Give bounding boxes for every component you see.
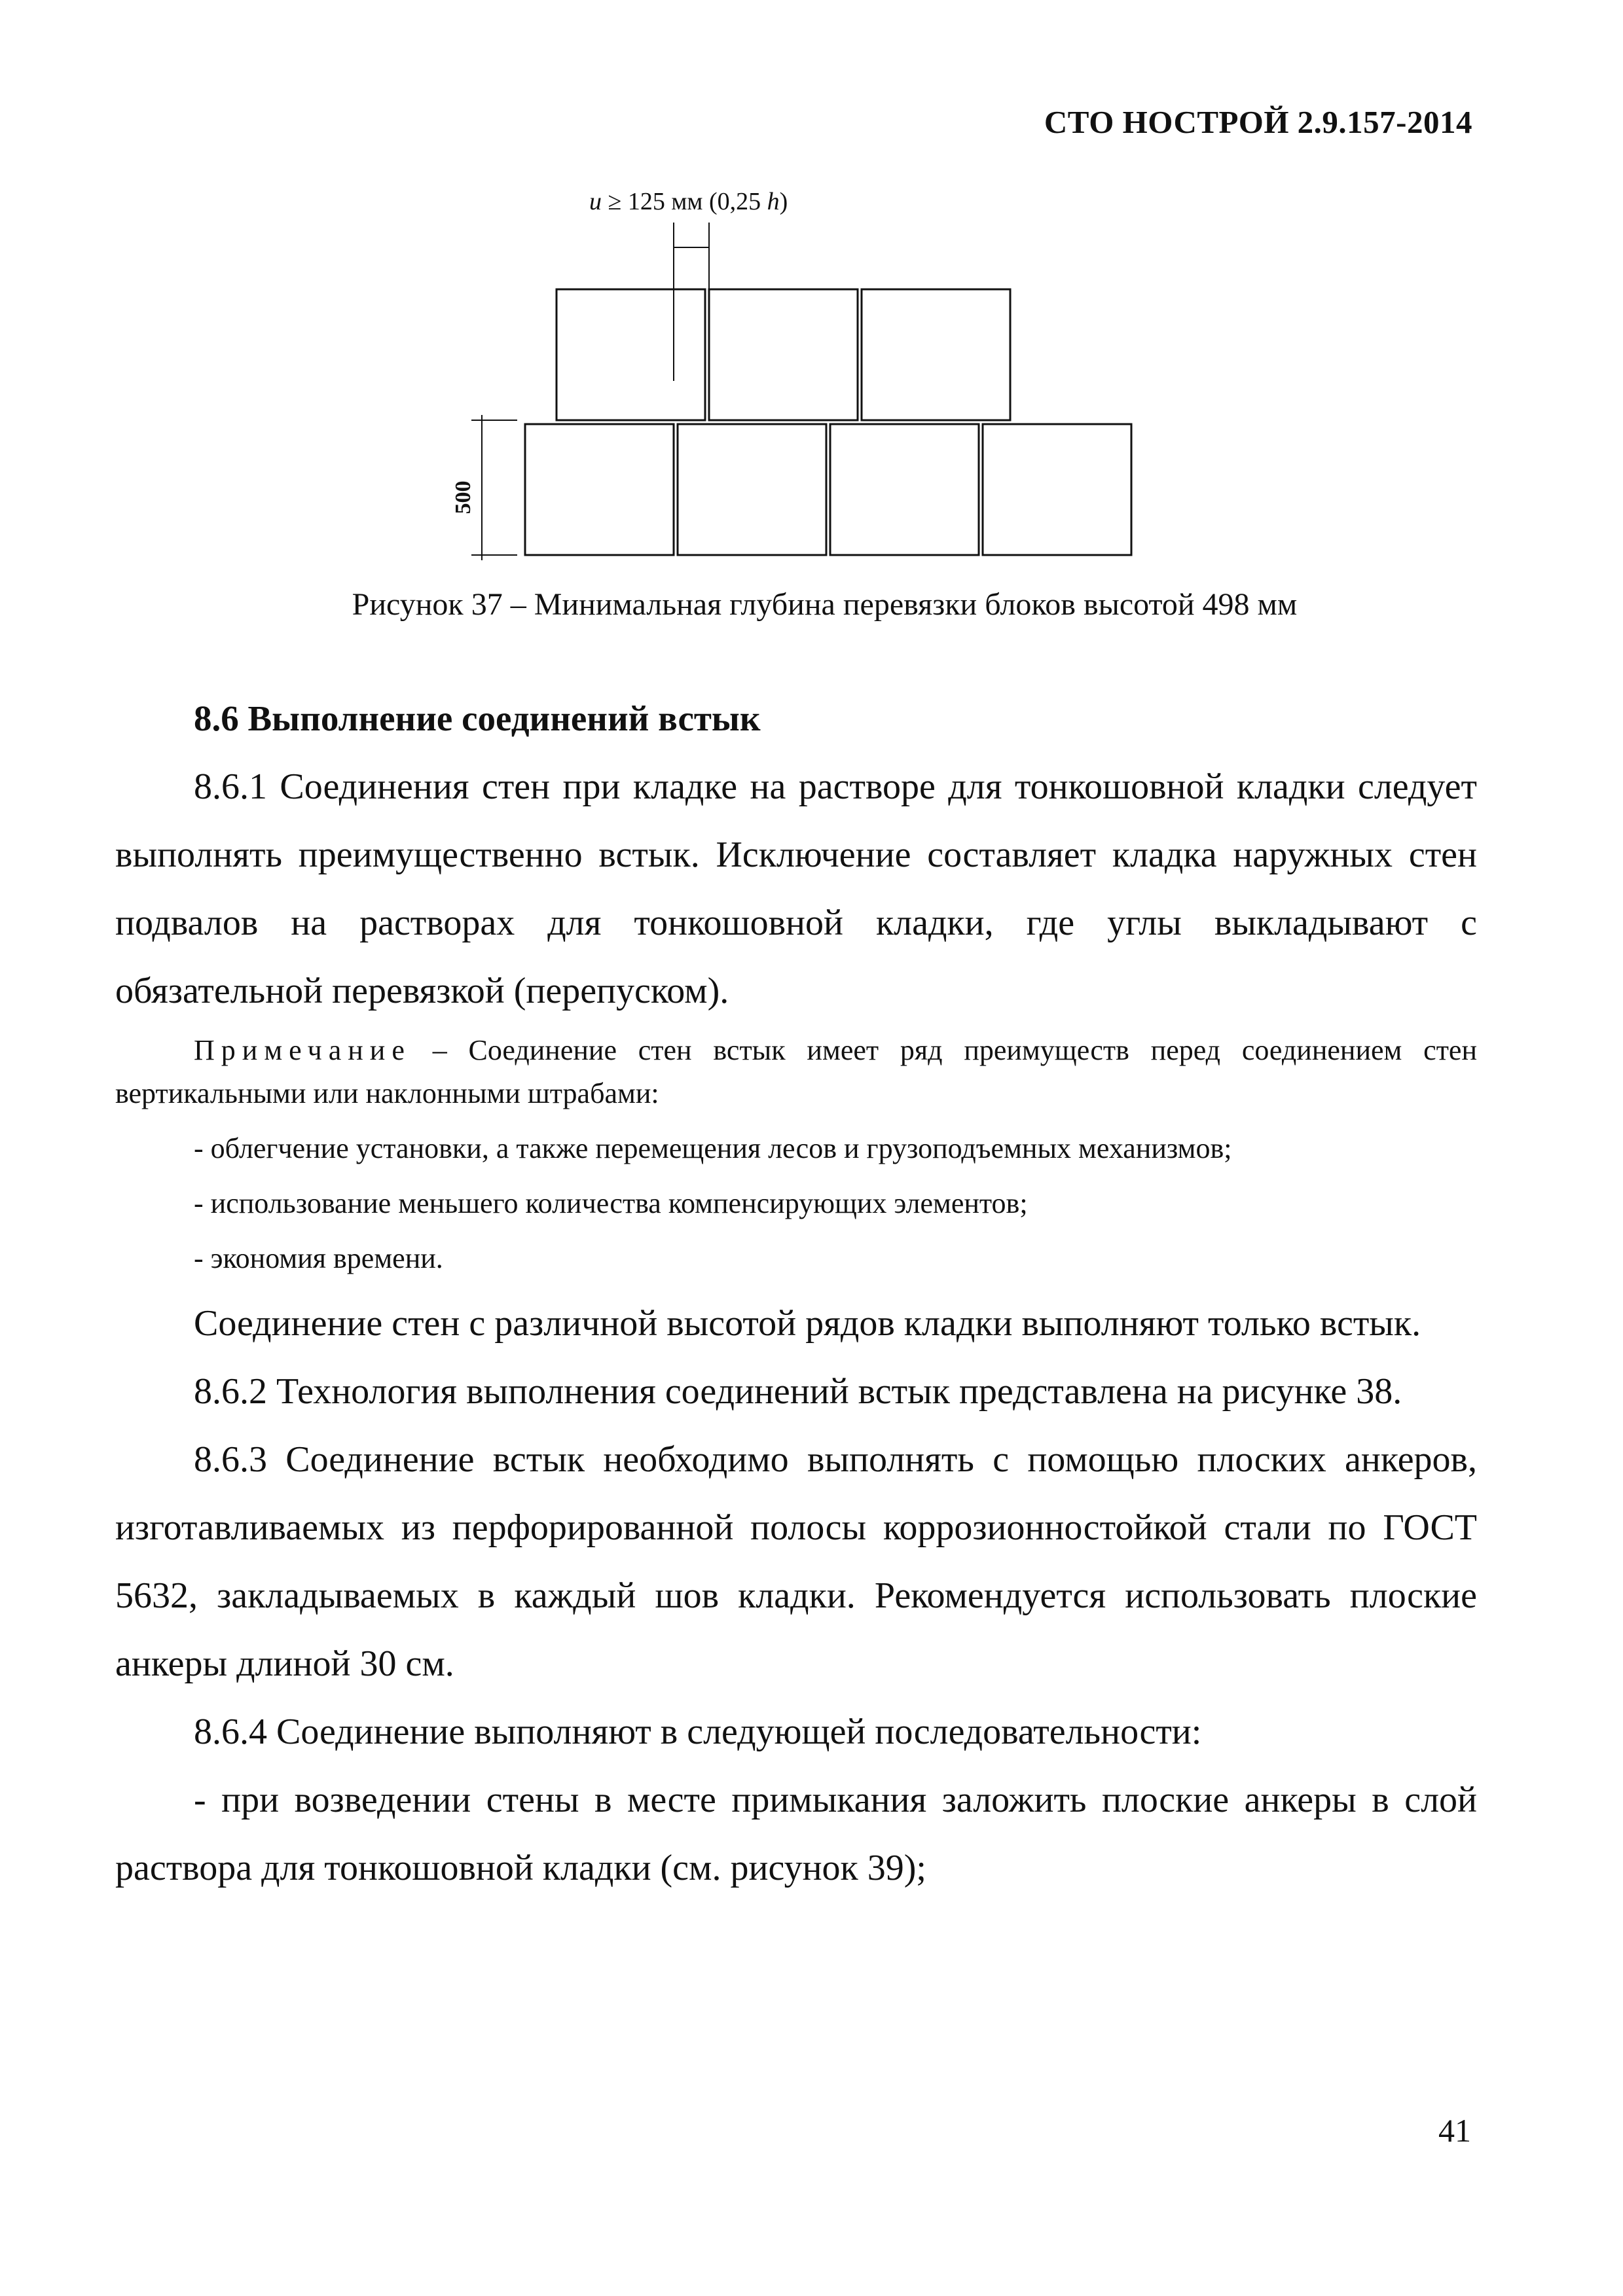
upper-block-3 xyxy=(862,289,1010,420)
lower-block-3 xyxy=(830,424,979,555)
figure-block-bond-diagram xyxy=(432,177,1185,569)
note-paragraph xyxy=(115,1029,1477,1115)
lower-block-4 xyxy=(983,424,1131,555)
note-label: Примечание xyxy=(194,1034,411,1066)
note-list-item: - экономия времени. xyxy=(194,1242,443,1274)
note-list-item: - облегчение установки, а также перемещения лесов и грузоподъемных механизмов; xyxy=(194,1132,1232,1164)
overlap-dimension-label: u ≥ 125 мм (0,25 h) xyxy=(589,188,788,215)
note-block xyxy=(115,1029,1477,1280)
block-height-label: 500 xyxy=(451,480,475,514)
page-number: 41 xyxy=(1438,2112,1471,2149)
note-text: – Соединение стен встык имеет ряд преимуществ перед соединением стен вертикальными или наклонными штрабами: xyxy=(115,1034,1477,1109)
document-code-header: СТО НОСТРОЙ 2.9.157-2014 xyxy=(1044,104,1472,140)
figure-caption xyxy=(0,586,1623,622)
paragraph-8-6-1: 8.6.1 Соединения стен при кладке на растворе для тонкошовной кладки следует выполнять преимущественно встык. Исключение составляет кладка наружных стен подвалов на растворах для тонкошовной кладки, где углы выкладывают с обязательной перевязкой (перепуском). xyxy=(115,766,1477,1011)
paragraph-row-heights: Соединение стен с различной высотой рядов кладки выполняют только встык. xyxy=(194,1303,1421,1344)
figure-caption-text: Рисунок 37 – Минимальная глубина перевязки блоков высотой 498 мм xyxy=(352,587,1298,622)
lower-block-2 xyxy=(678,424,826,555)
paragraph-step-1: - при возведении стены в месте примыкания заложить плоские анкеры в слой раствора для тонкошовной кладки (см. рисунок 39); xyxy=(115,1780,1477,1888)
lower-block-1 xyxy=(525,424,674,555)
section-content xyxy=(115,687,1477,1902)
paragraph-8-6-2: 8.6.2 Технология выполнения соединений встык представлена на рисунке 38. xyxy=(194,1371,1402,1412)
note-list-item: - использование меньшего количества компенсирующих элементов; xyxy=(194,1187,1028,1219)
paragraph-8-6-4: 8.6.4 Соединение выполняют в следующей последовательности: xyxy=(194,1712,1202,1752)
upper-block-2 xyxy=(709,289,858,420)
section-title: 8.6 Выполнение соединений встык xyxy=(194,698,761,738)
upper-block-1 xyxy=(556,289,705,420)
paragraph-8-6-3: 8.6.3 Соединение встык необходимо выполнять с помощью плоских анкеров, изготавливаемых из перфорированной полосы коррозионностойкой стали по ГОСТ 5632, закладываемых в каждый шов кладки. Рекомендуется использовать плоские анкеры длиной 30 см. xyxy=(115,1439,1477,1684)
